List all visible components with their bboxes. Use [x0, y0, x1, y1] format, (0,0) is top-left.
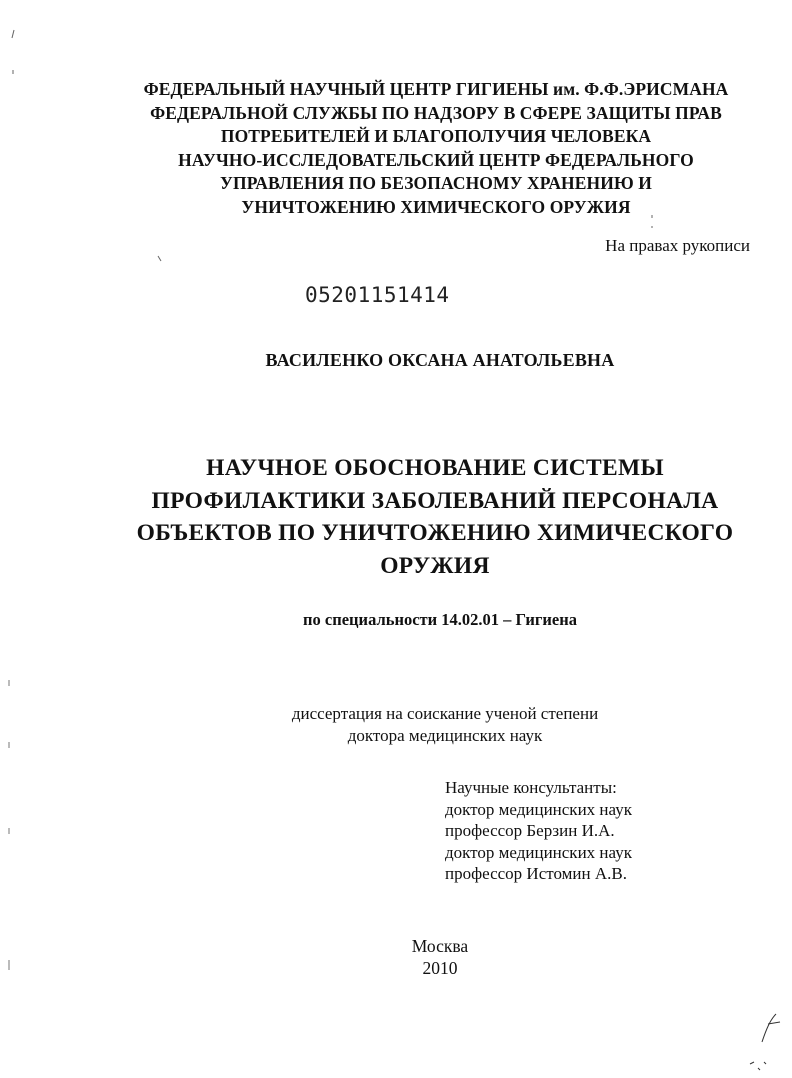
scan-mark: [4, 660, 14, 990]
consultants-line: Научные консультанты:: [445, 778, 617, 797]
degree-line: доктора медицинских наук: [347, 726, 543, 745]
scan-mark: [156, 255, 164, 263]
consultants-line: профессор Берзин И.А.: [445, 821, 615, 840]
institution-line: УНИЧТОЖЕНИЮ ХИМИЧЕСКОГО ОРУЖИЯ: [241, 196, 631, 217]
consultants-line: доктор медицинских наук: [445, 842, 632, 862]
year: 2010: [422, 958, 458, 978]
consultants-line: профессор Истомин А.В.: [445, 864, 627, 883]
title-line: ОРУЖИЯ: [380, 552, 490, 579]
consultants-block: [445, 777, 632, 885]
document-code: 05201151414: [305, 283, 450, 307]
degree-statement: [240, 703, 650, 747]
degree-line: диссертация на соискание ученой степени: [291, 704, 599, 723]
institution-header: [96, 78, 776, 220]
dissertation-title: [110, 452, 760, 582]
title-line: ПРОФИЛАКТИКИ ЗАБОЛЕВАНИЙ ПЕРСОНАЛА: [151, 487, 719, 514]
title-line: НАУЧНОЕ ОБОСНОВАНИЕ СИСТЕМЫ: [206, 455, 664, 481]
institution-line: ПОТРЕБИТЕЛЕЙ И БЛАГОПОЛУЧИЯ ЧЕЛОВЕКА: [220, 126, 652, 147]
institution-line: ФЕДЕРАЛЬНЫЙ НАУЧНЫЙ ЦЕНТР ГИГИЕНЫ им. Ф.Ф.ЭРИСМАНА: [143, 79, 729, 99]
rights-note: На правах рукописи: [605, 236, 750, 255]
institution-line: НАУЧНО-ИССЛЕДОВАТЕЛЬСКИЙ ЦЕНТР ФЕДЕРАЛЬНОГО: [178, 149, 694, 170]
scan-mark: [8, 28, 18, 88]
title-line: ОБЪЕКТОВ ПО УНИЧТОЖЕНИЮ ХИМИЧЕСКОГО: [136, 520, 734, 546]
footer-city-year: [380, 935, 500, 979]
scan-mark: [648, 214, 656, 234]
institution-line: УПРАВЛЕНИЯ ПО БЕЗОПАСНОМУ ХРАНЕНИЮ И: [220, 173, 652, 194]
city: Москва: [411, 936, 469, 956]
author-name: ВАСИЛЕНКО ОКСАНА АНАТОЛЬЕВНА: [265, 350, 615, 370]
institution-line: ФЕДЕРАЛЬНОЙ СЛУЖБЫ ПО НАДЗОРУ В СФЕРЕ ЗАЩИТЫ ПРАВ: [150, 102, 722, 123]
consultants-line: доктор медицинских наук: [445, 799, 632, 819]
specialty: по специальности 14.02.01 – Гигиена: [303, 610, 577, 629]
signature-scribble: [740, 1010, 790, 1075]
